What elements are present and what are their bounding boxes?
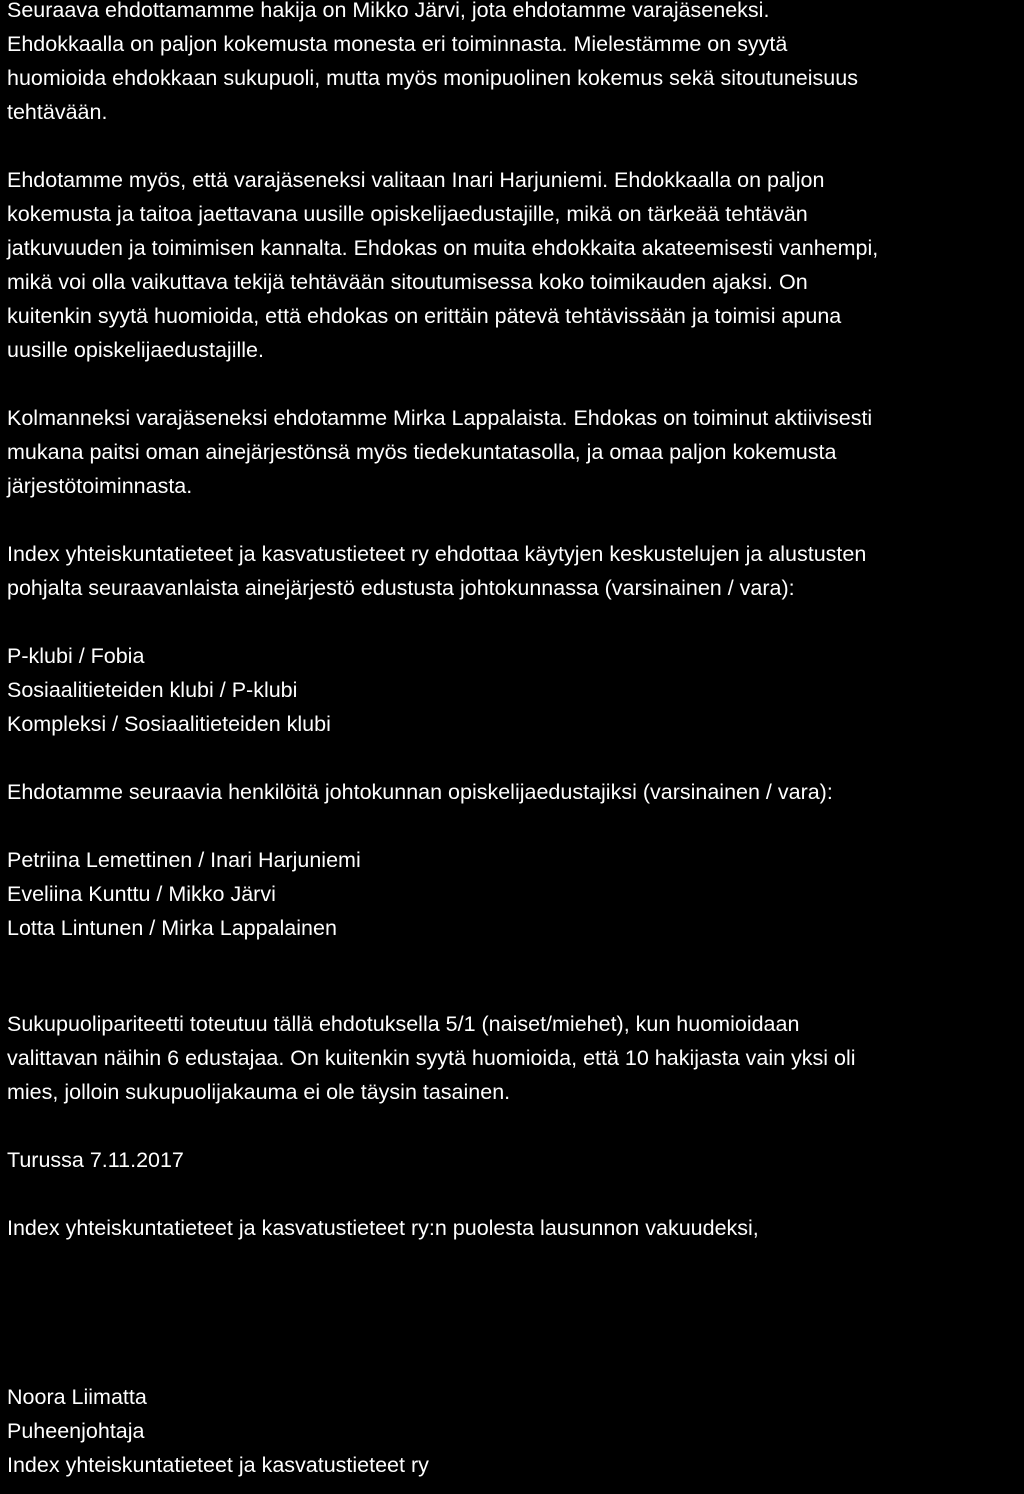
text-line: mies, jolloin sukupuolijakauma ei ole täysin tasainen.: [7, 1080, 511, 1104]
signatory-name: Noora Liimatta: [7, 1385, 147, 1409]
text-line: tehtävään.: [7, 100, 108, 124]
place-date-text: Turussa 7.11.2017: [7, 1148, 184, 1172]
text-line: mikä voi olla vaikuttava tekijä tehtävään sitoutumisessa koko toimikauden ajaksi. On: [7, 270, 808, 294]
text-line: Ehdotamme myös, että varajäseneksi valitaan Inari Harjuniemi. Ehdokkaalla on paljon: [7, 168, 825, 192]
club-representation-list: [7, 639, 1021, 741]
spacer: [7, 945, 1021, 1007]
list-item: Eveliina Kunttu / Mikko Järvi: [7, 882, 276, 906]
text-line: Sukupuolipariteetti toteutuu tällä ehdotuksella 5/1 (naiset/miehet), kun huomioidaan: [7, 1012, 800, 1036]
paragraph-inari-harjuniemi: [7, 163, 1021, 367]
closing-statement: [7, 1211, 1021, 1245]
text-line: mukana paitsi oman ainejärjestönsä myös tiedekuntatasolla, ja omaa paljon kokemusta: [7, 440, 837, 464]
paragraph-student-reps-intro: [7, 775, 1021, 809]
text-line: kokemusta ja taitoa jaettavana uusille opiskelijaedustajille, mikä on tärkeää tehtävän: [7, 202, 808, 226]
text-line: Seuraava ehdottamamme hakija on Mikko Järvi, jota ehdotamme varajäseneksi.: [7, 0, 770, 22]
list-item: Kompleksi / Sosiaalitieteiden klubi: [7, 712, 331, 736]
text-line: järjestötoiminnasta.: [7, 474, 193, 498]
signatory-title: Puheenjohtaja: [7, 1419, 145, 1443]
paragraph-club-representation-intro: [7, 537, 1021, 605]
text-line: Ehdokkaalla on paljon kokemusta monesta eri toiminnasta. Mielestämme on syytä: [7, 32, 788, 56]
place-date: [7, 1143, 1021, 1177]
text-line: kuitenkin syytä huomioida, että ehdokas on erittäin pätevä tehtävissään ja toimisi apuna: [7, 304, 842, 328]
text-line: huomioida ehdokkaan sukupuoli, mutta myös monipuolinen kokemus sekä sitoutuneisuus: [7, 66, 858, 90]
student-reps-list: [7, 843, 1021, 945]
text-line: Kolmanneksi varajäseneksi ehdotamme Mirka Lappalaista. Ehdokas on toiminut aktiivisesti: [7, 406, 873, 430]
paragraph-gender-parity: [7, 1007, 1021, 1109]
signature-space: [7, 1245, 1021, 1380]
paragraph-mirka-lappalainen: [7, 401, 1021, 503]
list-item: P-klubi / Fobia: [7, 644, 145, 668]
text-line: pohjalta seuraavanlaista ainejärjestö edustusta johtokunnassa (varsinainen / vara):: [7, 576, 795, 600]
list-item: Sosiaalitieteiden klubi / P-klubi: [7, 678, 298, 702]
text-line: Index yhteiskuntatieteet ja kasvatustieteet ry ehdottaa käytyjen keskustelujen ja alustusten: [7, 542, 867, 566]
document-page: [7, 0, 1021, 1482]
list-item: Petriina Lemettinen / Inari Harjuniemi: [7, 848, 361, 872]
text-line: jatkuvuuden ja toimimisen kannalta. Ehdokas on muita ehdokkaita akateemisesti vanhempi,: [7, 236, 879, 260]
text-line: uusille opiskelijaedustajille.: [7, 338, 264, 362]
closing-text: Index yhteiskuntatieteet ja kasvatustieteet ry:n puolesta lausunnon vakuudeksi,: [7, 1216, 759, 1240]
list-item: Lotta Lintunen / Mirka Lappalainen: [7, 916, 337, 940]
signature-block: [7, 1380, 1021, 1482]
text-line: Ehdotamme seuraavia henkilöitä johtokunnan opiskelijaedustajiksi (varsinainen / vara):: [7, 780, 833, 804]
signatory-organization: Index yhteiskuntatieteet ja kasvatustieteet ry: [7, 1453, 429, 1477]
text-line: valittavan näihin 6 edustajaa. On kuitenkin syytä huomioida, että 10 hakijasta vain yksi oli: [7, 1046, 856, 1070]
paragraph-mikko-jarvi: [7, 0, 1021, 129]
